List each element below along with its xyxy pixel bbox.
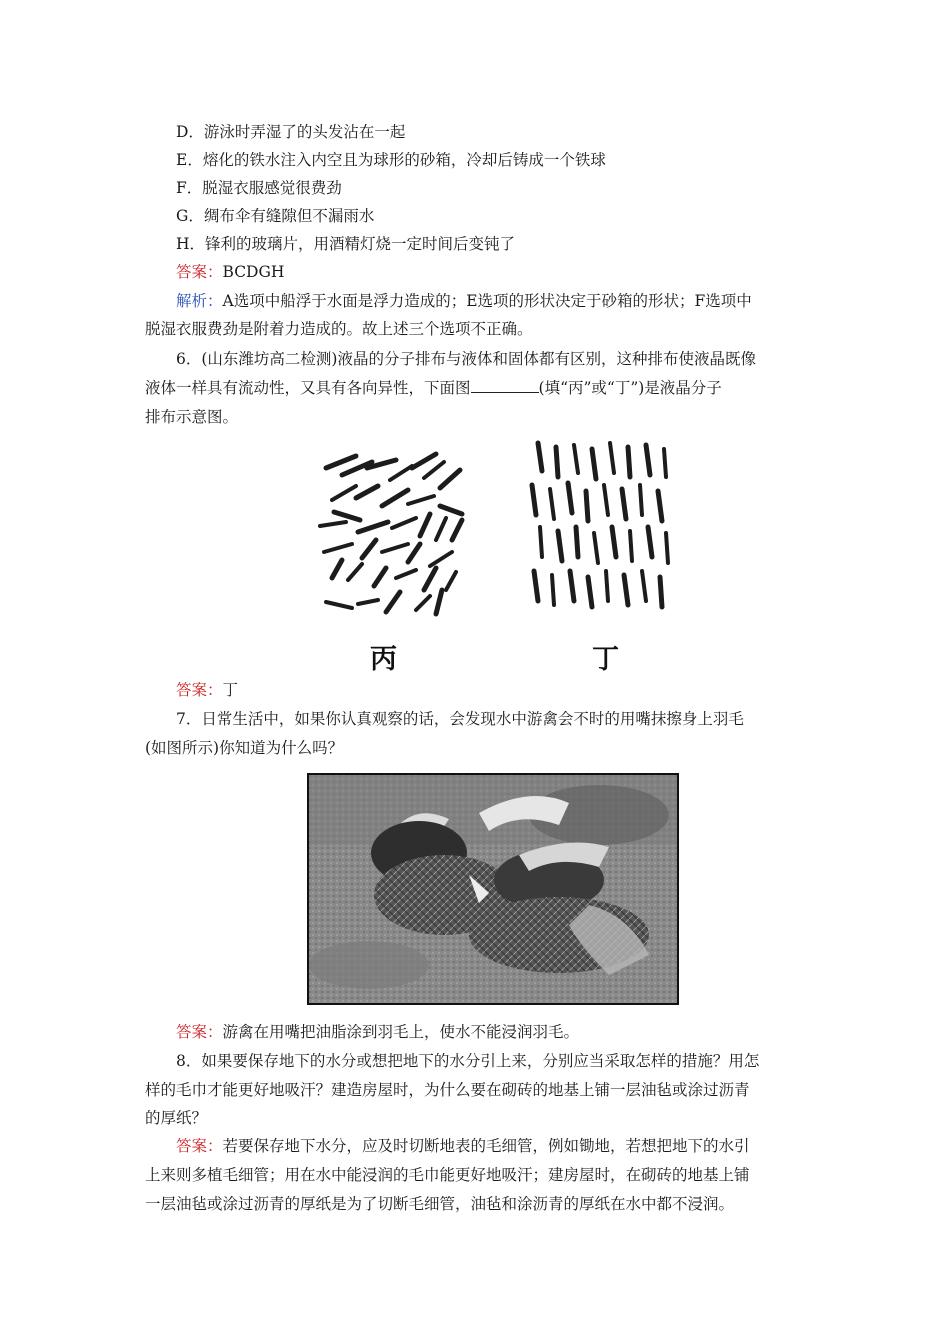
q7-stem-1: 7．日常生活中，如果你认真观察的话，会发现水中游禽会不时的用嘴抹擦身上羽毛 — [176, 710, 744, 728]
molecule-figure-bing — [312, 440, 474, 618]
q8-answer — [176, 1132, 846, 1161]
q6-stem-2b: (填“丙”或“丁”)是液晶分子 — [538, 379, 722, 397]
q5-answer — [176, 258, 846, 287]
molecule-figure-ding — [520, 435, 680, 620]
q5-analysis-cont: 脱湿衣服费劲是附着力造成的。故上述三个选项不正确。 — [145, 320, 533, 338]
option-g: G．绸布伞有缝隙但不漏雨水 — [176, 207, 375, 225]
q7-answer — [176, 1018, 846, 1047]
q8-stem-2: 样的毛巾才能更好地吸汗？建造房屋时，为什么要在砌砖的地基上铺一层油毡或涂过沥青 — [145, 1081, 750, 1099]
q8-answer-cont-1: 上来则多植毛细管；用在水中能浸润的毛巾能更好地吸汗；建房屋时，在砌砖的地基上铺 — [145, 1166, 750, 1184]
answer-label: 答案： — [176, 1137, 223, 1155]
q5-analysis — [176, 287, 846, 316]
answer-label: 答案： — [176, 263, 223, 281]
q6-stem-1: 6．(山东潍坊高二检测)液晶的分子排布与液体和固体都有区别，这种排布使液晶既像 — [176, 350, 756, 368]
option-d: D．游泳时弄湿了的头发沾在一起 — [176, 123, 406, 141]
q7-stem-2: (如图所示)你知道为什么吗？ — [145, 739, 344, 757]
figure-label-bing: 丙 — [370, 644, 397, 675]
answer-blank — [471, 378, 539, 393]
analysis-label: 解析： — [176, 292, 223, 310]
q6-stem-2 — [145, 374, 815, 403]
answer-text: 若要保存地下水分，应及时切断地表的毛细管，例如锄地，若想把地下的水引 — [222, 1137, 750, 1155]
waterfowl-photo — [307, 773, 679, 1005]
option-h: H．锋利的玻璃片，用酒精灯烧一定时间后变钝了 — [176, 235, 516, 253]
option-e: E．熔化的铁水注入内空且为球形的砂箱，冷却后铸成一个铁球 — [176, 151, 606, 169]
waterfowl-photo-art — [309, 775, 677, 1003]
q8-answer-cont-2: 一层油毡或涂过沥青的厚纸是为了切断毛细管，油毡和涂沥青的厚纸在水中都不浸润。 — [145, 1195, 735, 1213]
option-f: F．脱湿衣服感觉很费劲 — [176, 179, 342, 197]
answer-text: 丁 — [222, 681, 239, 699]
q6-answer — [176, 676, 846, 705]
figure-label-ding: 丁 — [592, 644, 619, 675]
q6-stem-3: 排布示意图。 — [145, 408, 239, 426]
analysis-text: A选项中船浮于水面是浮力造成的；E选项的形状决定于砂箱的形状；F选项中 — [222, 292, 752, 310]
q8-stem-1: 8．如果要保存地下的水分或想把地下的水分引上来，分别应当采取怎样的措施？用怎 — [176, 1052, 760, 1070]
q8-stem-3: 的厚纸？ — [145, 1109, 208, 1127]
answer-text: BCDGH — [222, 263, 285, 281]
q6-stem-2a: 液体一样具有流动性，又具有各向异性，下面图 — [145, 379, 471, 397]
answer-text: 游禽在用嘴把油脂涂到羽毛上，使水不能浸润羽毛。 — [222, 1023, 580, 1041]
answer-label: 答案： — [176, 681, 223, 699]
answer-label: 答案： — [176, 1023, 223, 1041]
